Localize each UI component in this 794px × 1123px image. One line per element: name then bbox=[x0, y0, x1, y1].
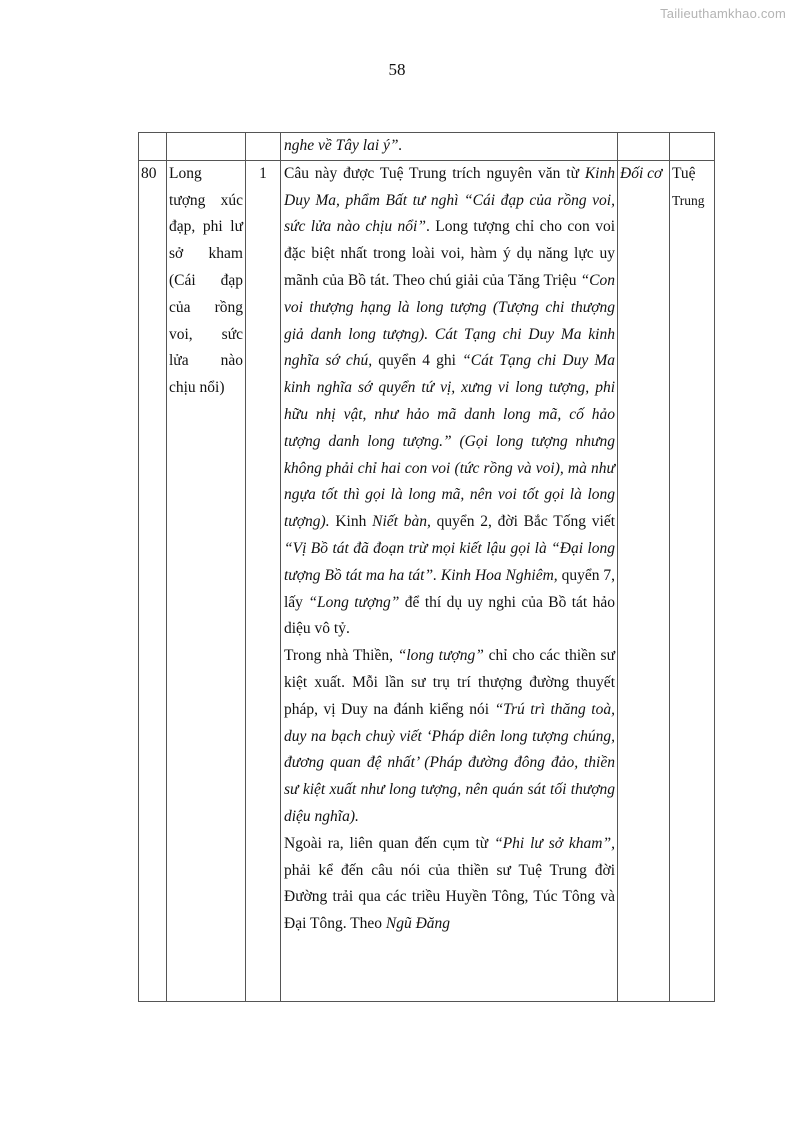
cell-term-empty bbox=[167, 133, 246, 161]
table-row-entry-80 bbox=[139, 160, 715, 1001]
cell-count-empty bbox=[246, 133, 281, 161]
italic-span: “Long tượng” bbox=[308, 593, 400, 611]
cell-number-empty bbox=[139, 133, 167, 161]
text-span: chỉ cho các thiền sư kiệt xuất. Mỗi lần sư trụ trí thượng đường thuyết pháp, vị Duy na đánh kiểng nói bbox=[284, 647, 615, 718]
text-span: Câu này được Tuệ Trung trích nguyên văn từ bbox=[284, 164, 585, 182]
category-text: Đối cơ bbox=[620, 164, 663, 182]
cell-author-empty bbox=[670, 133, 715, 161]
glossary-table bbox=[138, 132, 715, 1002]
term-line: chịu nổi) bbox=[169, 379, 225, 397]
table-row-continuation bbox=[139, 133, 715, 161]
author-line-1: Tuệ bbox=[672, 164, 696, 182]
italic-span: “Phi lư sở kham”, bbox=[494, 834, 615, 852]
text-span: Ngoài ra, liên quan đến cụm từ bbox=[284, 834, 495, 852]
term-line: tượng xúc bbox=[169, 191, 243, 209]
text-span: phải kể đến câu nói của thiền sư Tuệ Trung đời Đường trải qua các triều Huyền Tông, Túc Tông và Đại Tông. Theo bbox=[284, 861, 615, 933]
italic-span: Ngũ Đăng bbox=[385, 915, 451, 933]
cell-category-empty bbox=[618, 133, 670, 161]
explanation-paragraph-2 bbox=[284, 643, 615, 831]
cell-continuation-text bbox=[281, 133, 618, 161]
term-line: (Cái đạp bbox=[169, 271, 243, 289]
author-line-2: Trung bbox=[672, 192, 705, 208]
cell-entry-explanation bbox=[281, 160, 618, 1001]
term-line: lửa nào bbox=[169, 352, 243, 370]
term-line: sở kham bbox=[169, 245, 243, 263]
cell-entry-count: 1 bbox=[246, 160, 281, 1001]
text-span: Trong nhà Thiền, bbox=[284, 647, 398, 665]
cell-entry-category bbox=[618, 160, 670, 1001]
term-line: đạp, phi lư bbox=[169, 218, 243, 236]
text-span: quyển 2, đời Bắc Tống viết bbox=[430, 513, 615, 531]
text-span: quyển 4 ghi bbox=[372, 352, 463, 370]
italic-span: “Cát Tạng chi Duy Ma kinh nghĩa sớ quyển tứ vị, xưng vi long tượng, phi hữu nhị vật, như hảo mã danh long mã, cố hảo tượng danh long tượng.” (Gọi long tượng nhưng không phải chỉ hai con voi (tức rồng và voi), mà như ngựa tốt thì gọi là long mã, nên voi tốt gọi là long tượng). bbox=[284, 352, 615, 531]
term-line: Long bbox=[169, 164, 202, 182]
continuation-text: nghe về Tây lai ý”. bbox=[284, 137, 403, 154]
italic-span: Niết bàn, bbox=[372, 513, 431, 531]
italic-span: “long tượng” bbox=[397, 647, 484, 665]
cell-entry-author bbox=[670, 160, 715, 1001]
term-line: voi, sức bbox=[169, 325, 243, 343]
text-span: Kinh bbox=[329, 513, 373, 531]
page-number: 58 bbox=[388, 60, 406, 79]
italic-span: Kinh Duy Ma, phẩm Bất tư nghì “Cái đạp của rồng voi, sức lửa nào chịu nổi” bbox=[284, 164, 615, 236]
italic-span: “Trú trì thăng toà, duy na bạch chuỳ viết ‘Pháp diên long tượng chúng, đương quan đệ nhất’ (Pháp đường đông đảo, thiền sư kiệt xuất như long tượng, nên quán sát tối thượng diệu nghĩa). bbox=[284, 700, 615, 825]
cell-entry-term bbox=[167, 160, 246, 1001]
italic-span: “Vị Bồ tát đã đoạn trừ mọi kiết lậu gọi là “Đại long tượng Bồ tát ma ha tát”. Kinh Hoa Nghiêm, bbox=[284, 539, 615, 584]
italic-span: “Con voi thượng hạng là long tượng (Tượng chi thượng giả danh long tượng). Cát Tạng chi Duy Ma kinh nghĩa sớ chú, bbox=[284, 271, 615, 370]
cell-entry-number: 80 bbox=[139, 160, 167, 1001]
explanation-paragraph-3 bbox=[284, 831, 615, 938]
text-span: để thí dụ uy nghi của Bồ tát hảo diệu vô tỷ. bbox=[284, 593, 615, 638]
term-line: của rồng bbox=[169, 298, 243, 316]
text-span: quyển 7, lấy bbox=[284, 566, 615, 611]
text-span: . Long tượng chỉ cho con voi đặc biệt nhất trong loài voi, hàm ý dụ năng lực uy mãnh của Bồ tát. Theo chú giải của Tăng Triệu bbox=[284, 218, 616, 289]
watermark: Tailieuthamkhao.com bbox=[660, 6, 786, 21]
explanation-paragraph-1 bbox=[284, 161, 615, 643]
